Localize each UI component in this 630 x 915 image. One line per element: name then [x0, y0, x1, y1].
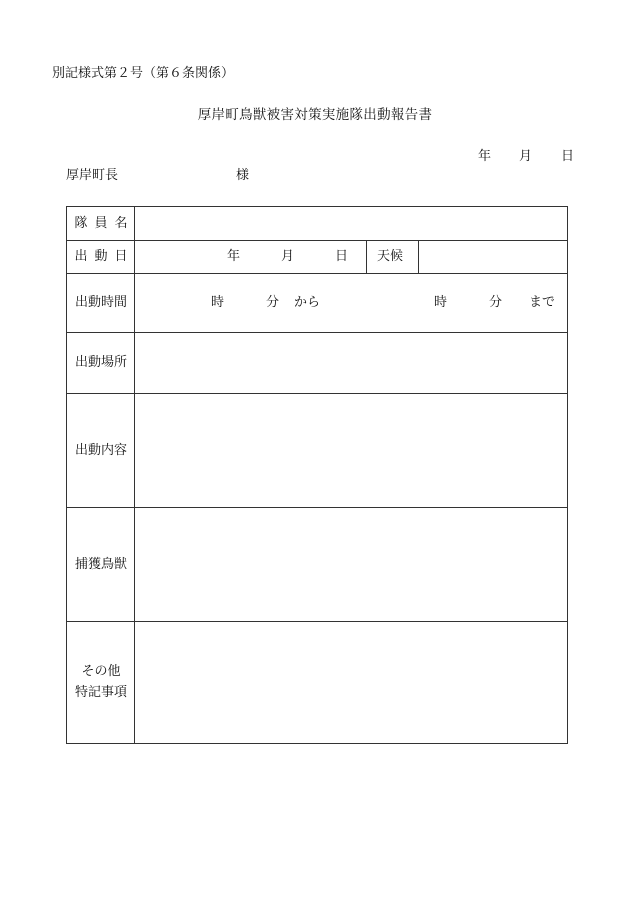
document-title: 厚岸町鳥獣被害対策実施隊出動報告書: [197, 107, 433, 123]
time-to-minute: 分: [489, 295, 503, 310]
dispatch-date-day: 日: [335, 249, 349, 264]
weather-label: 天候: [377, 249, 404, 264]
date-day-label: 日: [561, 149, 575, 164]
date-month-label: 月: [519, 149, 533, 164]
other-notes-field[interactable]: [135, 622, 567, 743]
content-label: 出動内容: [74, 443, 127, 458]
weather-left-divider: [366, 240, 367, 273]
dispatch-date-label: 出動日: [74, 249, 135, 264]
weather-field[interactable]: [419, 240, 567, 273]
member-name-label: 隊員名: [74, 216, 135, 231]
time-to-suffix: まで: [529, 295, 556, 310]
captured-animals-label: 捕獲鳥獣: [74, 557, 127, 572]
other-notes-label-line2: 特記事項: [74, 685, 127, 700]
dispatch-date-year: 年: [227, 249, 241, 264]
time-from-minute: 分: [266, 295, 280, 310]
row-divider: [67, 273, 567, 274]
content-field[interactable]: [135, 394, 567, 507]
other-notes-label: [67, 661, 135, 703]
time-from-hour: 時: [211, 295, 225, 310]
report-table: [66, 206, 568, 744]
time-from-suffix: から: [294, 295, 321, 310]
member-name-field[interactable]: [135, 207, 567, 240]
addressee-honorific: 様: [236, 168, 250, 183]
date-year-label: 年: [478, 149, 492, 164]
captured-animals-field[interactable]: [135, 508, 567, 621]
location-field[interactable]: [135, 333, 567, 393]
dispatch-time-label: 出動時間: [74, 295, 127, 310]
time-to-hour: 時: [434, 295, 448, 310]
dispatch-date-month: 月: [281, 249, 295, 264]
form-code: 別記様式第２号（第６条関係）: [52, 66, 235, 81]
addressee-name: 厚岸町長: [66, 168, 119, 183]
location-label: 出動場所: [74, 355, 127, 370]
other-notes-label-line1: その他: [81, 664, 121, 679]
